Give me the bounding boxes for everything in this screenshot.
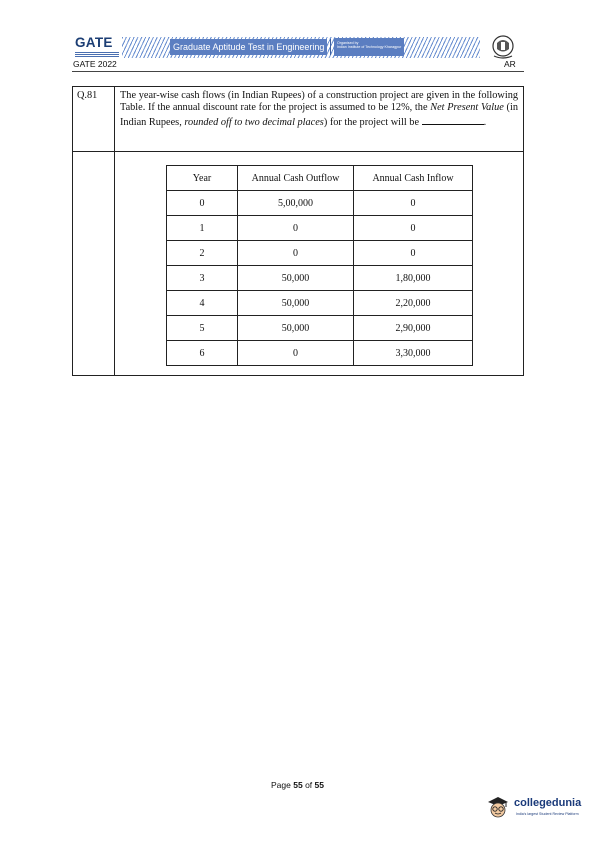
gate-logo xyxy=(75,36,119,58)
cash-flow-table xyxy=(166,165,473,366)
gate-logo-text: GATE xyxy=(75,35,113,50)
organizer-line1: Organised by xyxy=(337,41,359,45)
cell-year: 3 xyxy=(167,266,238,291)
table-row xyxy=(167,316,473,341)
table-row xyxy=(167,216,473,241)
cell-year: 5 xyxy=(167,316,238,341)
table-row xyxy=(167,191,473,216)
paper-code: AR xyxy=(504,59,516,69)
exam-name: GATE 2022 xyxy=(73,59,117,69)
collegedunia-mascot-icon xyxy=(484,792,512,820)
brand-tagline: India's largest Student Review Platform xyxy=(516,812,579,816)
cell-year: 0 xyxy=(167,191,238,216)
question-number: Q.81 xyxy=(77,90,98,101)
cell-inflow: 0 xyxy=(354,216,473,241)
cell-outflow: 50,000 xyxy=(238,266,354,291)
header-title: Graduate Aptitude Test in Engineering xyxy=(170,39,327,55)
table-row xyxy=(167,266,473,291)
page-number: Page 55 of 55 xyxy=(271,780,324,790)
cell-outflow: 50,000 xyxy=(238,316,354,341)
cell-inflow: 0 xyxy=(354,191,473,216)
answer-blank xyxy=(422,115,484,125)
cell-year: 6 xyxy=(167,341,238,366)
header-rule xyxy=(72,71,524,72)
cell-outflow: 50,000 xyxy=(238,291,354,316)
cell-inflow: 2,20,000 xyxy=(354,291,473,316)
cell-outflow: 0 xyxy=(238,341,354,366)
header-year: Year xyxy=(167,166,238,191)
cell-inflow: 1,80,000 xyxy=(354,266,473,291)
header-divider xyxy=(330,39,331,55)
organizer-line2: Indian Institute of Technology Kharagpur xyxy=(337,45,402,50)
question-text: The year-wise cash flows (in Indian Rupees) of a construction project are given in the following Table. If the annual discount rate for the project is assumed to be 12%, the Net Present Value (in Indian Rupees, rounded off to two decimal places) for the project will be . xyxy=(120,90,518,128)
cell-outflow: 0 xyxy=(238,216,354,241)
cell-inflow: 3,30,000 xyxy=(354,341,473,366)
header-outflow: Annual Cash Outflow xyxy=(238,166,354,191)
header-organizer xyxy=(334,38,404,56)
header-inflow: Annual Cash Inflow xyxy=(354,166,473,191)
iit-kharagpur-emblem-icon xyxy=(490,34,516,60)
cell-inflow: 2,90,000 xyxy=(354,316,473,341)
table-row xyxy=(167,291,473,316)
cell-year: 4 xyxy=(167,291,238,316)
brand-name: collegedunia xyxy=(514,797,582,809)
cell-outflow: 5,00,000 xyxy=(238,191,354,216)
rounding-note: rounded off to two decimal places xyxy=(184,116,324,128)
cell-inflow: 0 xyxy=(354,241,473,266)
table-header-row xyxy=(167,166,473,191)
cell-outflow: 0 xyxy=(238,241,354,266)
table-row xyxy=(167,341,473,366)
cell-year: 1 xyxy=(167,216,238,241)
table-row xyxy=(167,241,473,266)
cell-year: 2 xyxy=(167,241,238,266)
term-npv: Net Present Value xyxy=(430,102,504,114)
